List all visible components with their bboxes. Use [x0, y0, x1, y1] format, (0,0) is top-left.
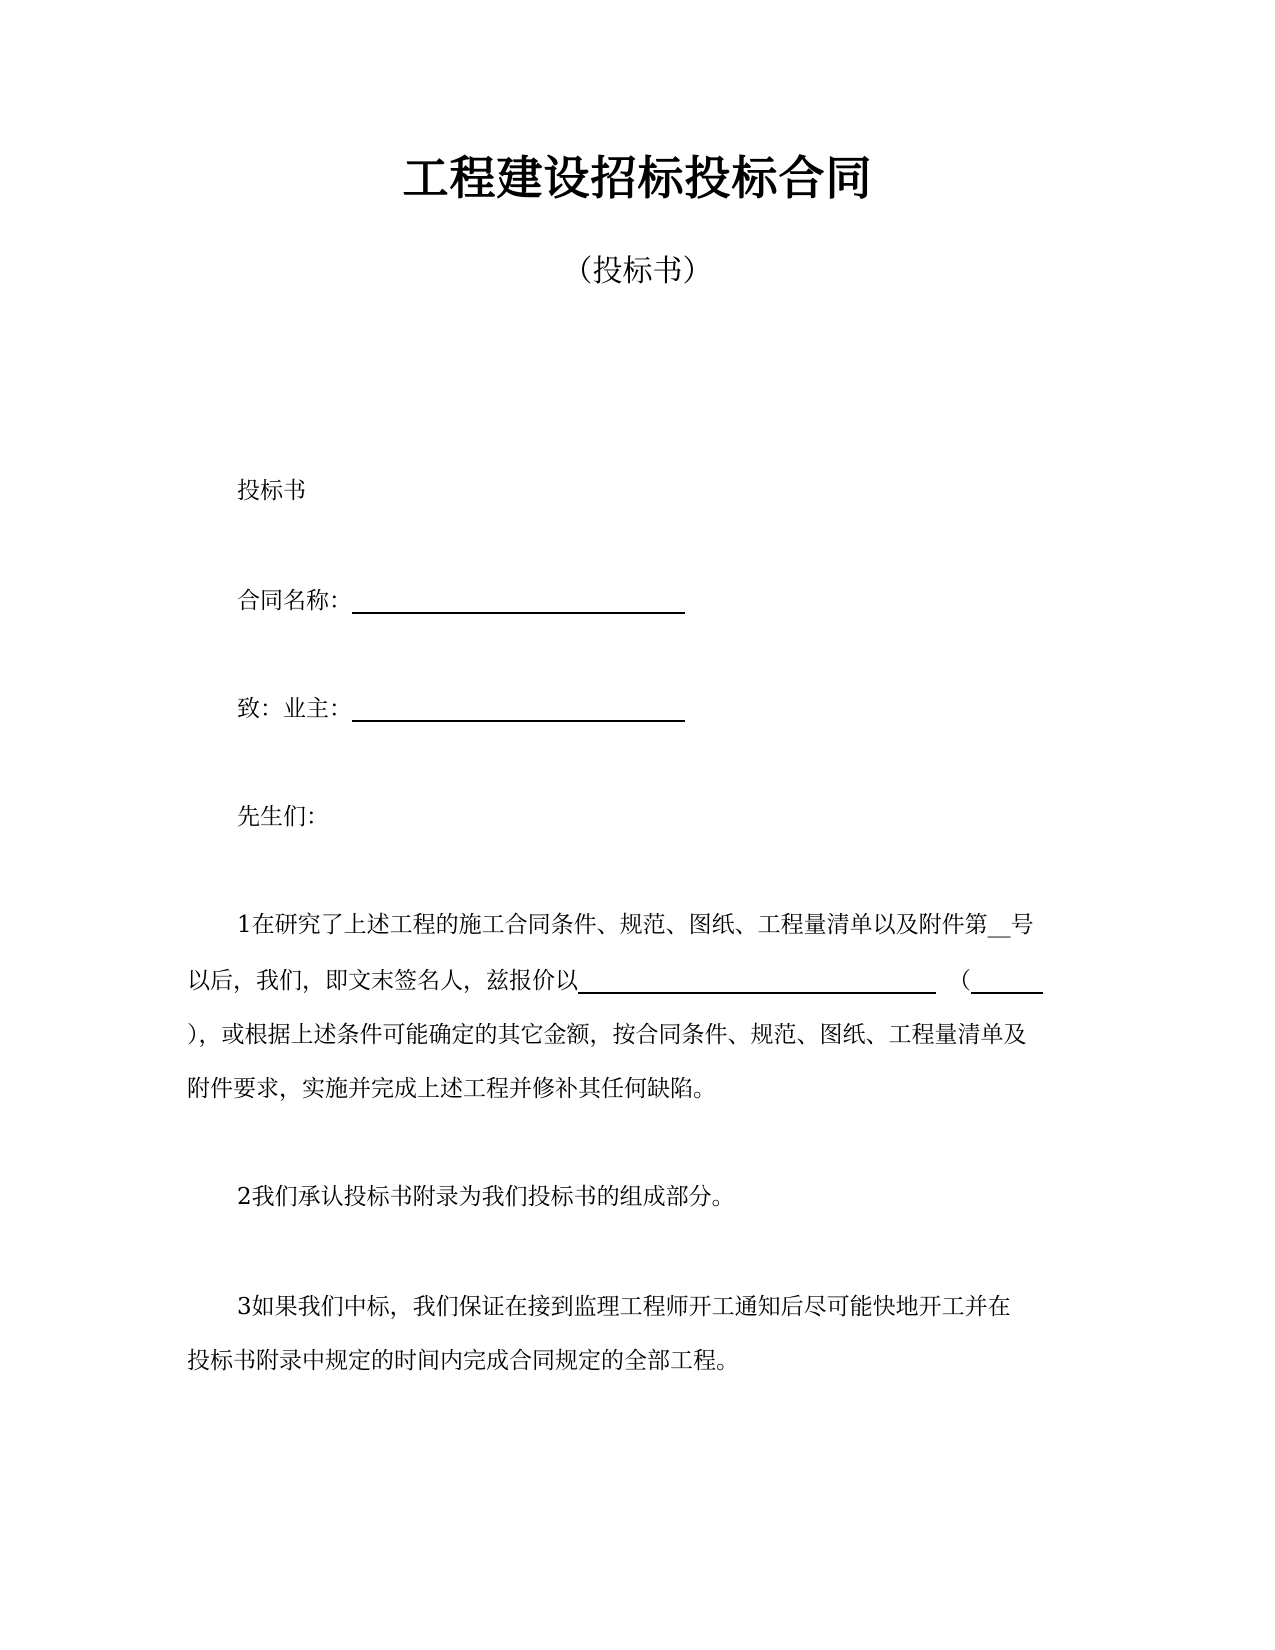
bid-price-words-blank[interactable] [971, 968, 1043, 994]
section-heading: 投标书 [237, 478, 306, 504]
document-subtitle: （投标书） [562, 254, 713, 289]
document-title: 工程建设招标投标合同 [402, 151, 873, 205]
paragraph-3-line-2: 投标书附录中规定的时间内完成合同规定的全部工程。 [187, 1348, 739, 1374]
paragraph-3-line-1: 3如果我们中标，我们保证在接到监理工程师开工通知后尽可能快地开工并在 [237, 1294, 1011, 1320]
contract-name-row [237, 584, 1137, 618]
bid-price-blank[interactable] [578, 968, 936, 994]
contract-name-blank[interactable] [352, 588, 685, 614]
open-paren: （ [948, 968, 971, 994]
paragraph-1-line-3: ），或根据上述条件可能确定的其它金额，按合同条件、规范、图纸、工程量清单及 [187, 1022, 1027, 1048]
owner-label: 致：业主： [237, 696, 352, 722]
paragraph-1-line-2 [187, 964, 1087, 998]
paragraph-1-line-4: 附件要求，实施并完成上述工程并修补其任何缺陷。 [187, 1076, 716, 1102]
paragraph-2: 2我们承认投标书附录为我们投标书的组成部分。 [237, 1184, 735, 1210]
bid-price-text: 以后，我们，即文末签名人，兹报价以 [187, 968, 578, 994]
owner-row [237, 692, 1137, 726]
owner-blank[interactable] [352, 696, 685, 722]
contract-name-label: 合同名称： [237, 588, 352, 614]
paragraph-1-line-1: 1在研究了上述工程的施工合同条件、规范、图纸、工程量清单以及附件第__号 [237, 912, 1034, 938]
salutation: 先生们： [237, 804, 329, 830]
